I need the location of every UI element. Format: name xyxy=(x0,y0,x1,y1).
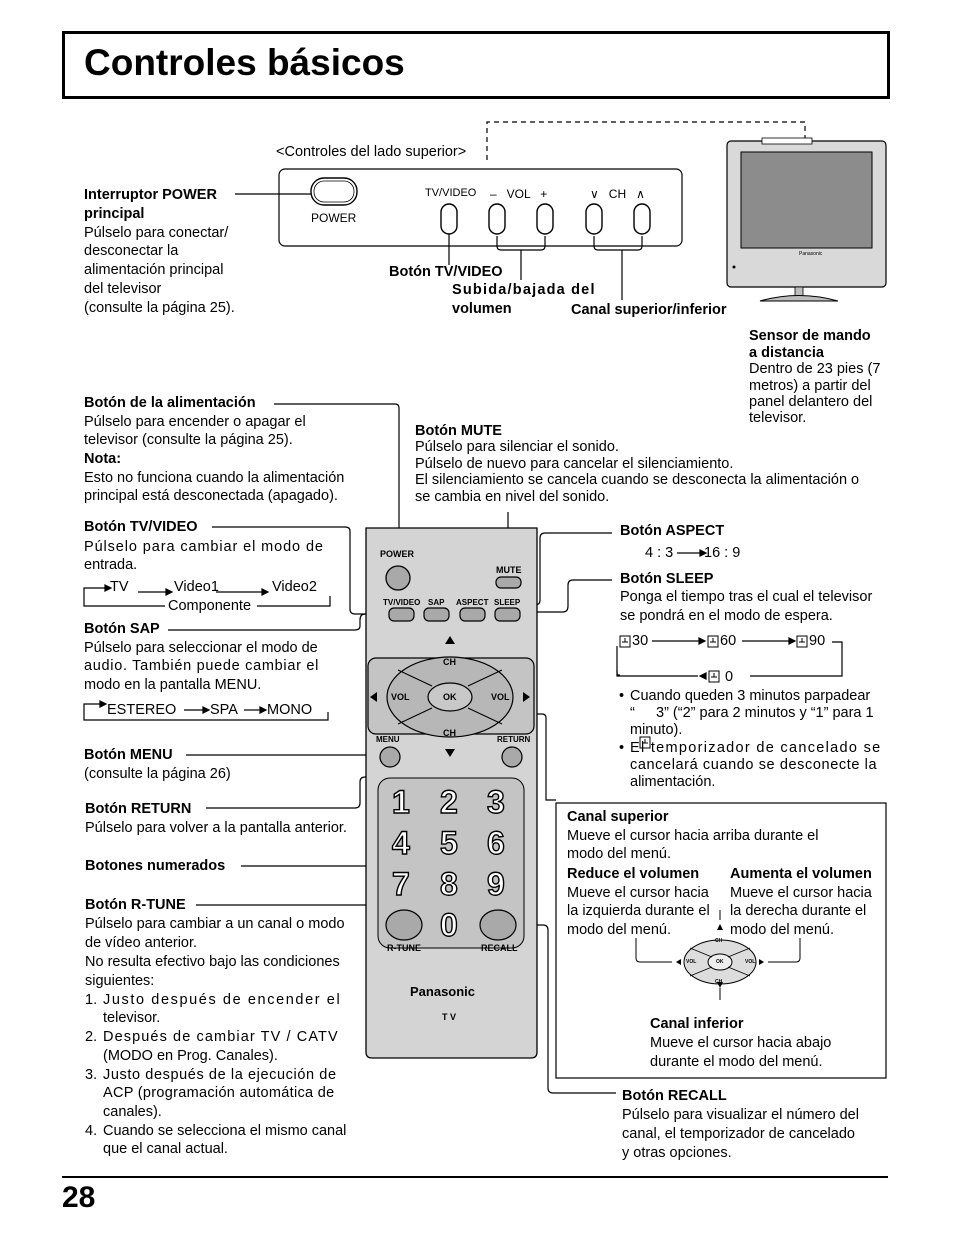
tvvideo-title: Botón TV/VIDEO xyxy=(84,519,198,535)
rtune-list-text: Justo después de encender el xyxy=(103,992,342,1008)
top-vol-label: – VOL + xyxy=(490,187,548,201)
sensor-title-1: Sensor de mando xyxy=(749,328,871,344)
sleep-90: 90 xyxy=(809,633,826,649)
return-text: Púlselo para volver a la pantalla anterior. xyxy=(85,820,347,836)
rtune-list-num: 2. xyxy=(85,1029,98,1045)
remote-return-label: RETURN xyxy=(497,735,531,744)
remote-vol-left-label: VOL xyxy=(391,692,410,702)
tv-brand-label: Panasonic xyxy=(799,251,823,257)
flow-mono: MONO xyxy=(267,702,313,718)
power-main-text: alimentación principal xyxy=(84,262,224,278)
footer-rule xyxy=(62,1176,888,1178)
top-power-label: POWER xyxy=(311,211,357,225)
mute-text: El silenciamiento se cancela cuando se desconecta la alimentación o xyxy=(415,472,860,488)
tvvideo-text: Púlselo para cambiar el modo de xyxy=(84,539,324,555)
power-main-text: (consulte la página 25). xyxy=(84,300,235,316)
power-main-title-1: Interruptor POWER xyxy=(84,187,217,203)
rtune-list-num: 1. xyxy=(85,992,98,1008)
mute-text: Púlselo de nuevo para cancelar el silenciamiento. xyxy=(415,456,734,472)
rtune-list-num: 3. xyxy=(85,1067,98,1083)
digit-9: 9 xyxy=(487,866,505,902)
volume-callout-1: Subida/bajada del xyxy=(452,282,596,298)
digit-0: 0 xyxy=(440,907,458,943)
rtune-list-text: ACP (programación automática de xyxy=(103,1085,335,1101)
sensor-text: Dentro de 23 pies (7 xyxy=(749,361,881,377)
aspect-169: 16 : 9 xyxy=(704,545,741,561)
rtune-list-text: Cuando se selecciona el mismo canal xyxy=(103,1123,347,1139)
sleep-bullet1: Cuando queden 3 minutos parpadear xyxy=(630,688,871,704)
top-ch-label: ∨ CH ∧ xyxy=(590,187,645,201)
mini-vol-left: VOL xyxy=(686,959,697,965)
flow-video1: Video1 xyxy=(174,579,219,595)
power-button-title: Botón de la alimentación xyxy=(84,395,256,411)
recall-text: y otras opciones. xyxy=(622,1145,732,1161)
recall-text: Púlselo para visualizar el número del xyxy=(622,1107,859,1123)
remote-power-button xyxy=(386,566,410,590)
power-main-text: del televisor xyxy=(84,281,162,297)
power-button-text: televisor (consulte la página 25). xyxy=(84,432,293,448)
top-vol-up-button xyxy=(537,204,553,234)
rtune-list-text: canales). xyxy=(103,1104,162,1120)
remote-ok-label: OK xyxy=(443,692,457,702)
flow-componente: Componente xyxy=(168,598,252,614)
mute-text: se cambia en nivel del sonido. xyxy=(415,489,610,505)
remote-recall-label: RECALL xyxy=(481,943,518,953)
digit-8: 8 xyxy=(440,866,458,902)
sap-title: Botón SAP xyxy=(84,621,160,637)
digit-6: 6 xyxy=(487,825,505,861)
digit-1: 1 xyxy=(392,784,410,820)
sap-text: Púlselo para seleccionar el modo de xyxy=(84,640,318,656)
rtune-title: Botón R-TUNE xyxy=(85,897,186,913)
volume-callout-2: volumen xyxy=(452,301,512,317)
sleep-text: se pondrá en el modo de espera. xyxy=(620,608,833,624)
power-main-text: desconectar la xyxy=(84,243,179,259)
bullet: • xyxy=(619,740,625,756)
sensor-text: metros) a partir del xyxy=(749,378,871,394)
nav-right-title: Aumenta el volumen xyxy=(730,866,872,882)
return-title: Botón RETURN xyxy=(85,801,192,817)
remote-brand: Panasonic xyxy=(410,984,476,999)
sap-text: modo en la pantalla MENU. xyxy=(84,677,262,693)
note-text: principal está desconectada (apagado). xyxy=(84,488,338,504)
remote-ch-up-label: CH xyxy=(443,657,456,667)
flow-video2: Video2 xyxy=(272,579,317,595)
rtune-list-text: televisor. xyxy=(103,1010,161,1026)
remote-menu-label: MENU xyxy=(376,735,400,744)
nav-left-text: la izquierda durante el xyxy=(567,903,710,919)
nav-up-text: modo del menú. xyxy=(567,846,671,862)
flow-spa: SPA xyxy=(210,702,238,718)
flow-tv: TV xyxy=(110,579,129,595)
remote-ch-down-label: CH xyxy=(443,728,456,738)
numbers-title: Botones numerados xyxy=(85,858,226,874)
rtune-text: No resulta efectivo bajo las condiciones xyxy=(85,954,340,970)
rtune-list-text: (MODO en Prog. Canales). xyxy=(103,1048,278,1064)
mini-ok: OK xyxy=(716,959,724,965)
digit-5: 5 xyxy=(440,825,458,861)
aspect-title: Botón ASPECT xyxy=(620,523,725,539)
recall-text: canal, el temporizador de cancelado xyxy=(622,1126,855,1142)
top-power-button xyxy=(311,178,357,205)
mini-ch-down: CH xyxy=(715,979,723,985)
menu-title: Botón MENU xyxy=(84,747,173,763)
nav-up-title: Canal superior xyxy=(567,809,669,825)
digit-2: 2 xyxy=(440,784,458,820)
sleep-bullet2: El temporizador de cancelado se xyxy=(630,740,882,756)
digit-4: 4 xyxy=(392,825,410,861)
sleep-text: Ponga el tiempo tras el cual el televisor xyxy=(620,589,873,605)
remote-power-label: POWER xyxy=(380,549,415,559)
remote-rtune-label: R-TUNE xyxy=(387,943,421,953)
tvvideo-text: entrada. xyxy=(84,557,138,573)
rtune-list-text: que el canal actual. xyxy=(103,1141,228,1157)
menu-text: (consulte la página 26) xyxy=(84,766,231,782)
sleep-30: 30 xyxy=(632,633,649,649)
remote-mute-button xyxy=(496,577,521,588)
sleep-bullet1-open: “ xyxy=(630,705,635,721)
tv-illustration xyxy=(727,138,886,301)
rtune-text: Púlselo para cambiar a un canal o modo xyxy=(85,916,345,932)
remote-sleep-label: SLEEP xyxy=(494,598,521,607)
aspect-43: 4 : 3 xyxy=(645,545,674,561)
note-title: Nota: xyxy=(84,451,122,467)
recall-title: Botón RECALL xyxy=(622,1088,727,1104)
nav-right-text: la derecha durante el xyxy=(730,903,867,919)
sleep-60: 60 xyxy=(720,633,737,649)
nav-up-text: Mueve el cursor hacia arriba durante el xyxy=(567,828,819,844)
sap-text: audio. También puede cambiar el xyxy=(84,658,320,674)
mute-title: Botón MUTE xyxy=(415,423,502,439)
remote-mute-label: MUTE xyxy=(496,565,522,575)
rtune-list-text: Después de cambiar TV / CATV xyxy=(103,1029,339,1045)
power-button-text: Púlselo para encender o apagar el xyxy=(84,414,306,430)
bullet: • xyxy=(619,688,625,704)
rtune-text: de vídeo anterior. xyxy=(85,935,198,951)
page-number: 28 xyxy=(62,1181,96,1214)
rtune-list-text: Justo después de la ejecución de xyxy=(103,1067,337,1083)
sensor-text: televisor. xyxy=(749,410,807,426)
nav-down-text: durante el modo del menú. xyxy=(650,1054,823,1070)
remote-sap-label: SAP xyxy=(428,598,445,607)
top-vol-down-button xyxy=(489,204,505,234)
sensor-title-2: a distancia xyxy=(749,345,824,361)
flow-estereo: ESTEREO xyxy=(107,702,177,718)
remote-tv-label: T V xyxy=(442,1012,457,1022)
power-main-text: Púlselo para conectar/ xyxy=(84,225,229,241)
top-controls-caption: <Controles del lado superior> xyxy=(276,144,467,160)
nav-left-text: Mueve el cursor hacia xyxy=(567,885,709,901)
sleep-bullet2: alimentación. xyxy=(630,774,716,790)
sleep-bullet1: minuto). xyxy=(630,722,683,738)
tvvideo-button-callout: Botón TV/VIDEO xyxy=(389,264,503,280)
mini-ch-up: CH xyxy=(715,938,723,944)
top-tvvideo-button xyxy=(441,204,457,234)
digit-3: 3 xyxy=(487,784,505,820)
mute-text: Púlselo para silenciar el sonido. xyxy=(415,439,619,455)
rtune-list-num: 4. xyxy=(85,1123,98,1139)
page-title: Controles básicos xyxy=(84,42,405,83)
sleep-bullet2: cancelará cuando se desconecte la xyxy=(630,757,878,773)
sleep-0: 0 xyxy=(725,669,734,685)
sleep-title: Botón SLEEP xyxy=(620,571,714,587)
top-ch-up-button xyxy=(634,204,650,234)
note-text: Esto no funciona cuando la alimentación xyxy=(84,470,345,486)
top-ch-down-button xyxy=(586,204,602,234)
remote-aspect-label: ASPECT xyxy=(456,598,489,607)
rtune-text: siguientes: xyxy=(85,973,155,989)
digit-7: 7 xyxy=(392,866,410,902)
sleep-bullet1: 3” (“2” para 2 minutos y “1” para 1 xyxy=(656,705,874,721)
power-main-title-2: principal xyxy=(84,206,145,222)
nav-down-text: Mueve el cursor hacia abajo xyxy=(650,1035,832,1051)
remote-vol-right-label: VOL xyxy=(491,692,510,702)
nav-left-text: modo del menú. xyxy=(567,922,671,938)
nav-left-title: Reduce el volumen xyxy=(567,866,700,882)
top-tvvideo-label: TV/VIDEO xyxy=(425,187,477,199)
nav-right-text: Mueve el cursor hacia xyxy=(730,885,872,901)
nav-right-text: modo del menú. xyxy=(730,922,834,938)
sensor-text: panel delantero del xyxy=(749,394,873,410)
mini-vol-right: VOL xyxy=(745,959,756,965)
nav-down-title: Canal inferior xyxy=(650,1016,744,1032)
channel-callout: Canal superior/inferior xyxy=(571,302,727,318)
remote-tvvideo-label: TV/VIDEO xyxy=(383,598,421,607)
